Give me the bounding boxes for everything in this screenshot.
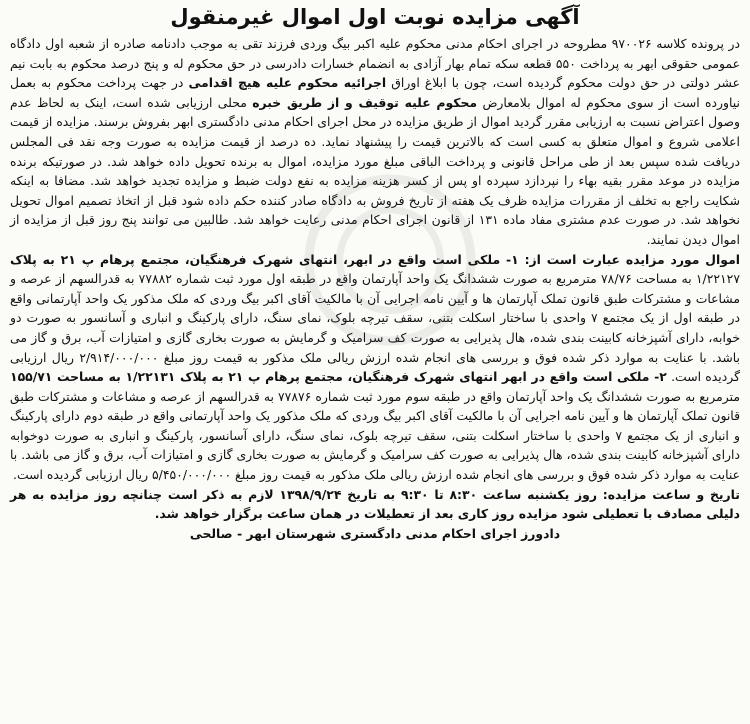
property-label: اموال مورد مزایده — [625, 251, 740, 267]
seizure-text: در جهت پرداخت محکوم به بعمل نیاورده است از سوی محکوم له اموال بلامعارض — [10, 75, 740, 110]
notice-title: آگهی مزایده نوبت اول اموال غیرمنقول — [170, 5, 580, 29]
seizure-bold-text: اجرائیه محکوم علیه هیچ اقدامی — [188, 75, 387, 91]
intro-paragraph — [10, 34, 740, 250]
datetime-text: روز یکشنبه ساعت ۸:۳۰ تا ۹:۳۰ به تاریخ ۱۳۹۸/۹/۲۴ لازم به ذکر است چنانچه روز مزایده به هر دلیلی مصادف با تعطیلی شود مزایده روز کاری بعد از تعطیلات در همان ساعت برگزار خواهد شد. — [10, 486, 740, 522]
notice-body — [10, 34, 740, 524]
property-2-heading: ۲- ملکی است واقع در ابهر انتهای شهرک فرهنگیان، مجتمع پرهام پ ۲۱ به پلاک ۱/۲۲۱۳۱ به مساحت ۱۵۵/۷۱ — [10, 369, 667, 385]
property-paragraph — [10, 250, 740, 485]
property-2-text: مترمربع به صورت ششدانگ یک واحد آپارتمان واقع در طبقه سوم مورد ثبت شماره ۷۷۸۷۶ به قدرالسهم از عرصه و مشاعات و مشترکات طبق قانون تملک آپارتمان ها و آیین نامه اجرایی آن با مالکیت آقای اکبر بیگ وردی که ملک مذکور یک واحد آپارتمانی واقع در طبقه دوم دارای پارکینگ و انباری از یک مجتمع ۷ واحدی با ساختار اسکلت بتنی، سقف تیرچه بلوک، نمای سنگ، دارای آسانسور، پارکینگ و انباری به صورت دوخوابه دارای آشپزخانه کابینت بندی شده، هال پذیرایی به صورت کف سرامیک و گرمایش به صورت بخاری گازی و امتیازات آب، برق و گاز می باشد. با عنایت به موارد ذکر شده فوق و بررسی های انجام شده ارزش ریالی ملک مذکور به قیمت روز مبلغ ۵/۴۵۰/۰۰۰/۰۰۰ ریال ارزیابی گردیده است. — [10, 388, 740, 483]
datetime-label: تاریخ و ساعت مزایده: — [602, 486, 740, 502]
property-1-text: ۱/۲۲۱۲۷ به مساحت ۷۸/۷۶ مترمربع به صورت ششدانگ یک واحد آپارتمان واقع در طبقه اول مورد ثبت شماره ۷۷۸۸۲ به قدرالسهم از عرصه و مشاعات و مشترکات طبق قانون تملک آپارتمان ها و آیین نامه اجرایی آن با مالکیت آقای اکبر بیگ وردی که ملک مذکور یک واحد آپارتمانی واقع در طبقه اول از یک مجتمع ۷ واحدی با ساختار اسکلت بتنی، سقف تیرچه بلوک، نمای سنگ، دارای پارکینگ و انباری و آسانسور به صورت دو خوابه، دارای آشپزخانه کابینت بندی شده، هال پذیرایی به صورت کف سرامیک و گرمایش به صورت بخاری گازی و امتیازات آب، برق و گاز می باشد. با عنایت به موارد ذکر شده فوق و بررسی های انجام شده ارزش ریالی ملک مذکور به قیمت روز مبلغ ۲/۹۱۴/۰۰۰/۰۰۰ ریال ارزیابی گردیده است. — [10, 271, 740, 385]
stop-text: محلی ارزیابی شده است، اینک به لحاظ عدم وصول اعتراض نسبت به ارزیابی مقرر گردید اموال از طریق مزایده در محل اجرای احکام مدنی دادگستری ابهر بفروش برسند. مزایده از قیمت اعلامی شروع و اموال متعلق به کسی است که بالاترین قیمت را پیشنهاد نماید. ده درصد از قیمت مزایده به صورت وجه نقد فی المجلس دریافت شده سپس بعد از طی مراحل قانونی و پرداخت الباقی مبلغ مورد مزایده، اموال به برنده تحویل داده خواهد شد. در صورتیکه برنده مزایده در موعد مقرر بقیه بهاء را نپردازد سپرده او پس از کسر هزینه مزایده به نفع دولت ضبط و مزایده تجدید خواهد شد. مضافا به اینکه شکایت راجع به تخلف از مقررات مزایده ظرف یک هفته از تاریخ فروش به دادگاه صادر کننده حکم داده شود قبل از اتخاذ تصمیم اموال تحویل نخواهد شد. در صورت عدم مشتری مفاد ماده ۱۳۱ از قانون اجرای احکام مدنی رعایت خواهد شد. طالبین می توانند پنج روز قبل از مزایده از اموال دیدن نمایند. — [10, 94, 740, 247]
stop-bold-text: محکوم علیه توقیف و از طریق خبره — [252, 94, 478, 110]
datetime-paragraph — [10, 485, 740, 524]
signature-line: دادورز اجرای احکام مدنی دادگستری شهرستان ابهر - صالحی — [189, 525, 561, 541]
intro-text: در پرونده کلاسه ۹۷۰۰۲۶ مطروحه در اجرای احکام مدنی محکوم علیه اکبر بیگ وردی فرزند تقی به موجب دادنامه صادره از شعبه اول دادگاه عمومی حقوقی ابهر به پرداخت ۵۵۰ قطعه سکه تمام بهار آزادی به انضمام خسارات دادرسی در حق محکوم له و پنج درصد محکوم به بابت نیم عشر دولتی در حق دولت محکوم گردیده است، چون با ابلاغ اوراق — [10, 36, 741, 91]
property-heading: عبارت است از: ۱- ملکی است واقع در ابهر، انتهای شهرک فرهنگیان، مجتمع پرهام پ ۲۱ به پلاک — [10, 251, 626, 267]
